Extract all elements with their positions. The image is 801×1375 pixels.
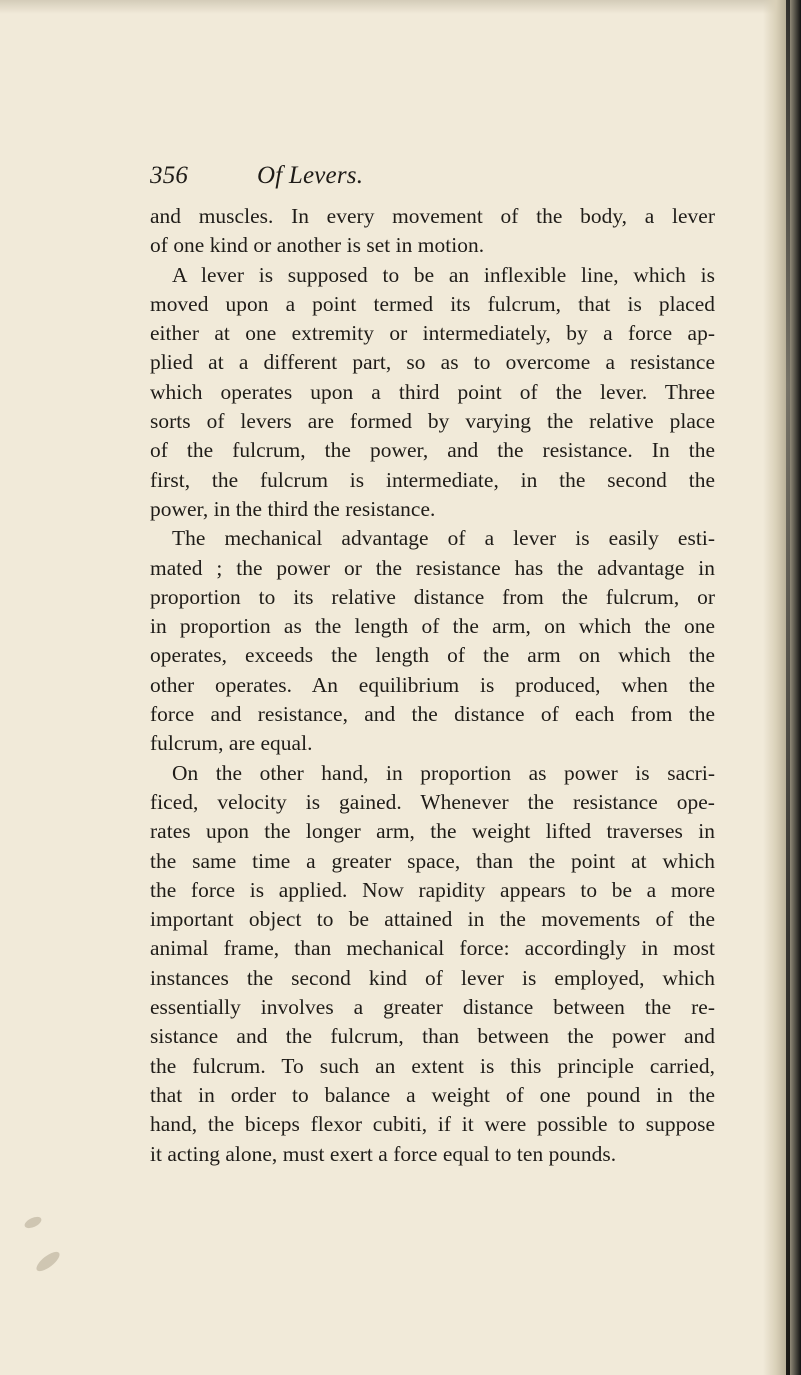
text-line: mated ; the power or the resistance has the advantage in: [150, 555, 715, 580]
text-line: plied at a different part, so as to overcome a resistance: [150, 350, 715, 375]
text-line: The mechanical advantage of a lever is easily esti-: [172, 526, 715, 551]
text-line: fulcrum, are equal.: [150, 731, 313, 756]
text-line: force and resistance, and the distance of each from the: [150, 702, 715, 727]
text-line: On the other hand, in proportion as power is sacri-: [172, 760, 715, 785]
page-header: [150, 159, 490, 193]
right-page-shadow: [763, 0, 801, 1375]
top-paper-edge: [0, 0, 801, 14]
text-line: proportion to its relative distance from the fulcrum, or: [150, 584, 715, 609]
text-line: A lever is supposed to be an inflexible line, which is: [172, 262, 715, 287]
text-line: the force is applied. Now rapidity appears to be a more: [150, 877, 715, 902]
binding-edge-line: [786, 0, 790, 1375]
text-line: and muscles. In every movement of the body, a lever: [150, 204, 715, 228]
text-line: of one kind or another is set in motion.: [150, 233, 485, 258]
body-text: [150, 202, 715, 1192]
text-line: power, in the third the resistance.: [150, 496, 436, 521]
paper-stain-small: [23, 1215, 43, 1231]
text-line: essentially involves a greater distance between the re-: [150, 995, 715, 1020]
text-line: other operates. An equilibrium is produced, when the: [150, 672, 715, 697]
text-line: moved upon a point termed its fulcrum, that is placed: [150, 291, 715, 316]
text-line: which operates upon a third point of the lever. Three: [150, 379, 715, 404]
running-title: Of Levers.: [257, 162, 364, 189]
text-line: ficed, velocity is gained. Whenever the resistance ope-: [150, 789, 715, 814]
paper-stain-large: [34, 1249, 63, 1275]
text-line: animal frame, than mechanical force: accordingly in most: [150, 936, 715, 961]
text-line: in proportion as the length of the arm, on which the one: [150, 614, 715, 639]
text-line: operates, exceeds the length of the arm on which the: [150, 643, 715, 668]
text-line: hand, the biceps flexor cubiti, if it were possible to suppose: [150, 1112, 715, 1137]
text-line: instances the second kind of lever is employed, which: [150, 965, 715, 990]
text-line: rates upon the longer arm, the weight lifted traverses in: [150, 819, 715, 844]
text-line: the fulcrum. To such an extent is this principle carried,: [150, 1053, 715, 1078]
text-line: sorts of levers are formed by varying the relative place: [150, 409, 715, 434]
text-line: that in order to balance a weight of one pound in the: [150, 1082, 715, 1107]
text-line: important object to be attained in the movements of the: [150, 907, 715, 932]
page-number: 356: [150, 162, 189, 189]
text-line: sistance and the fulcrum, than between the power and: [150, 1024, 715, 1049]
text-line: it acting alone, must exert a force equal to ten pounds.: [150, 1141, 617, 1166]
text-line: the same time a greater space, than the point at which: [150, 848, 715, 873]
text-line: of the fulcrum, the power, and the resistance. In the: [150, 438, 715, 463]
text-line: first, the fulcrum is intermediate, in the second the: [150, 467, 715, 492]
text-line: either at one extremity or intermediately, by a force ap-: [150, 321, 715, 346]
